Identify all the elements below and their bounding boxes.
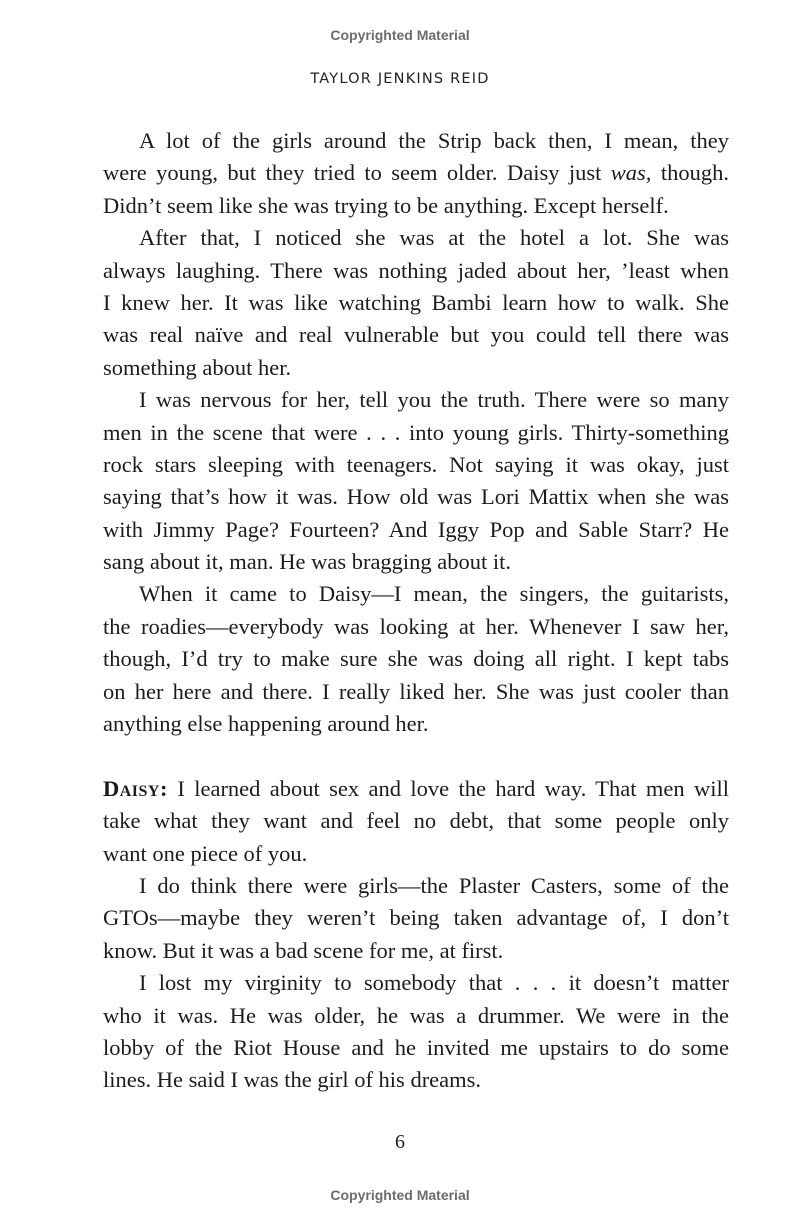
speaker-name: Daisy:: [103, 775, 168, 801]
text-line: GTOs—maybe they weren’t being taken advantage of, I don’t: [103, 905, 729, 931]
text-line: lobby of the Riot House and he invited me upstairs to do some: [103, 1034, 729, 1060]
text-line: the roadies—everybody was looking at her. Whenever I saw her,: [103, 613, 729, 639]
text-line: [103, 773, 729, 805]
text-segment: though.: [651, 160, 729, 186]
body-text: [103, 125, 729, 1097]
text-line: When it came to Daisy—I mean, the singers, the guitarists,: [139, 581, 729, 607]
text-line: [103, 157, 729, 189]
paragraph: [103, 222, 729, 384]
text-line: Didn’t seem like she was trying to be anything. Except herself.: [103, 192, 669, 218]
paragraph: [103, 578, 729, 740]
text-line: sang about it, man. He was bragging about it.: [103, 549, 512, 575]
paragraph: [103, 773, 729, 870]
text-line: After that, I noticed she was at the hotel a lot. She was: [139, 225, 729, 251]
text-line: I do think there were girls—the Plaster Casters, some of the: [139, 872, 729, 898]
text-line: rock stars sleeping with teenagers. Not saying it was okay, just: [103, 451, 729, 477]
running-head-author: TAYLOR JENKINS REID: [310, 71, 490, 87]
text-line: want one piece of you.: [103, 840, 308, 866]
paragraph-break: [103, 740, 729, 772]
copyright-watermark-top: Copyrighted Material: [330, 27, 470, 43]
text-segment: I learned about sex and love the hard way. That men will: [167, 775, 729, 801]
text-line: A lot of the girls around the Strip back then, I mean, they: [139, 128, 729, 153]
text-line: take what they want and feel no debt, that some people only: [103, 808, 729, 834]
paragraph: [103, 967, 729, 1097]
text-line: lines. He said I was the girl of his dreams.: [103, 1067, 482, 1093]
paragraph: [103, 125, 729, 222]
text-line: who it was. He was older, he was a drummer. We were in the: [103, 1002, 729, 1028]
text-line: though, I’d try to make sure she was doing all right. I kept tabs: [103, 646, 729, 672]
text-segment: were young, but they tried to seem older. Daisy just: [103, 160, 611, 186]
copyright-watermark-bottom: Copyrighted Material: [330, 1187, 470, 1203]
text-line: know. But it was a bad scene for me, at first.: [103, 937, 504, 963]
text-line: anything else happening around her.: [103, 711, 429, 737]
text-line: I was nervous for her, tell you the truth. There were so many: [139, 387, 729, 413]
text-line: on her here and there. I really liked her. She was just cooler than: [103, 678, 729, 704]
text-line: something about her.: [103, 354, 292, 380]
text-line: I knew her. It was like watching Bambi learn how to walk. She: [103, 289, 729, 315]
text-line: with Jimmy Page? Fourteen? And Iggy Pop and Sable Starr? He: [103, 516, 729, 542]
page-number: 6: [395, 1131, 405, 1153]
text-line: I lost my virginity to somebody that . . . it doesn’t matter: [139, 970, 729, 996]
text-line: men in the scene that were . . . into young girls. Thirty-something: [103, 419, 729, 445]
paragraph: [103, 384, 729, 578]
text-line: was real naïve and real vulnerable but you could tell there was: [103, 322, 729, 348]
text-line: always laughing. There was nothing jaded about her, ’least when: [103, 257, 729, 283]
paragraph: [103, 870, 729, 967]
italic-text: was,: [610, 160, 652, 186]
text-line: saying that’s how it was. How old was Lori Mattix when she was: [103, 484, 729, 510]
